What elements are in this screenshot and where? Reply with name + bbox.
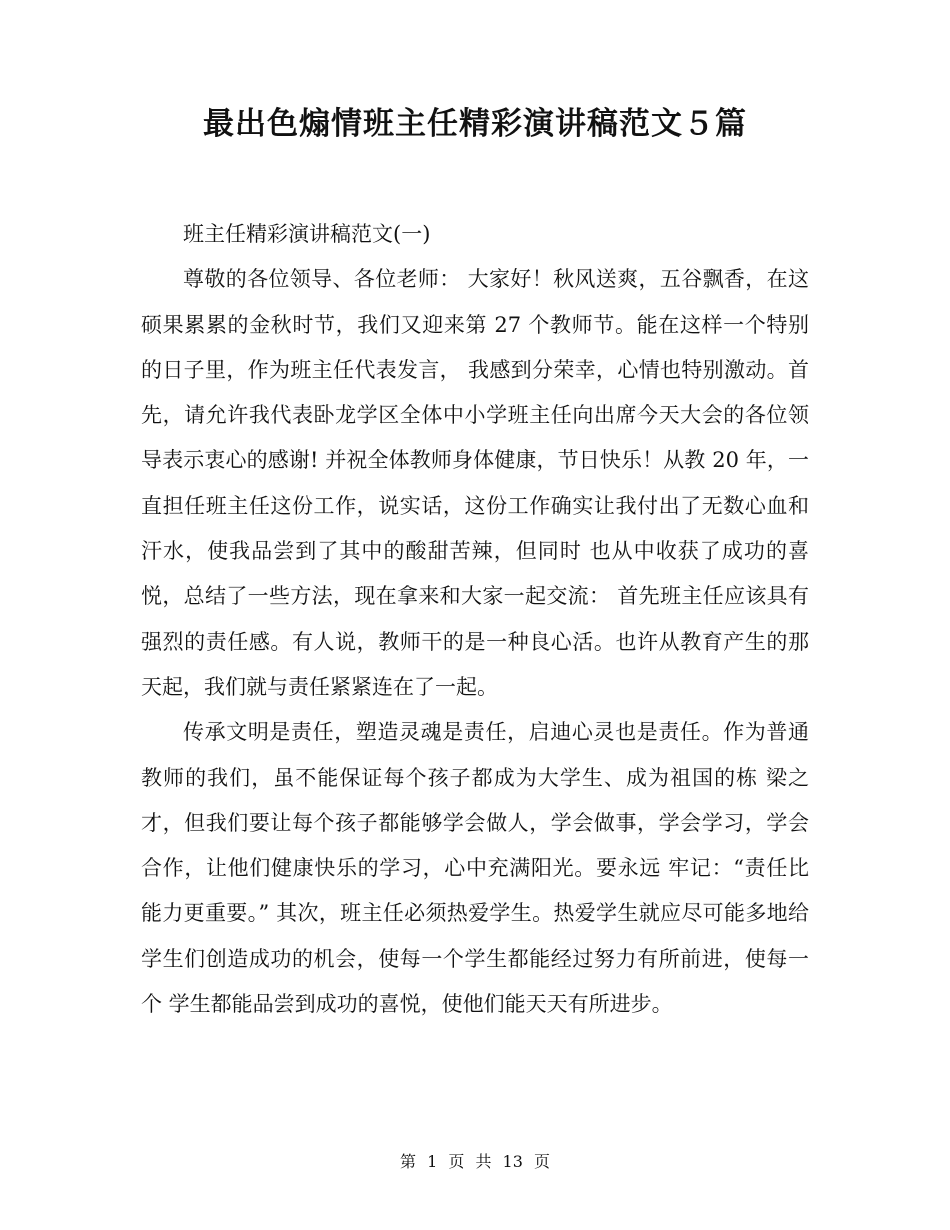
body-paragraph: 尊敬的各位领导、各位老师： 大家好！秋风送爽，五谷飘香，在这硕果累累的金秋时节，我们又迎来第 27 个教师节。能在这样一个特别的日子里，作为班主任代表发言， 我感到分荣幸，心情也特别激动。首先，请允许我代表卧龙学区全体中小学班主任向出席今天大会的各位领导表示衷心的感谢! 并祝全体教师身体健康，节日快乐！从教 20 年，一直担任班主任这份工作，说实话，这份工作确实让我付出了无数心血和汗水，使我品尝到了其中的酸甜苦辣，但同时 也从中收获了成功的喜悦，总结了一些方法，现在拿来和大家一起交流： 首先班主任应该具有强烈的责任感。有人说，教师干的是一种良心活。也许从教育产生的那天起，我们就与责任紧紧连在了一起。: [141, 267, 809, 699]
page-footer: 第 1 页 共 13 页: [400, 1152, 550, 1171]
section-heading: 班主任精彩演讲稿范文(一): [183, 222, 431, 246]
page-title: 最出色煽情班主任精彩演讲稿范文５篇: [203, 106, 747, 142]
document-body: [141, 212, 809, 1027]
body-paragraph: 传承文明是责任，塑造灵魂是责任，启迪心灵也是责任。作为普通教师的我们，虽不能保证每个孩子都成为大学生、成为祖国的栋 梁之才，但我们要让每个孩子都能够学会做人，学会做事，学会学习，学会合作，让他们健康快乐的学习，心中充满阳光。要永远 牢记：“责任比能力更重要。” 其次，班主任必须热爱学生。热爱学生就应尽可能多地给学生们创造成功的机会，使每一个学生都能经过努力有所前进，使每一个 学生都能品尝到成功的喜悦，使他们能天天有所进步。: [141, 720, 809, 1017]
